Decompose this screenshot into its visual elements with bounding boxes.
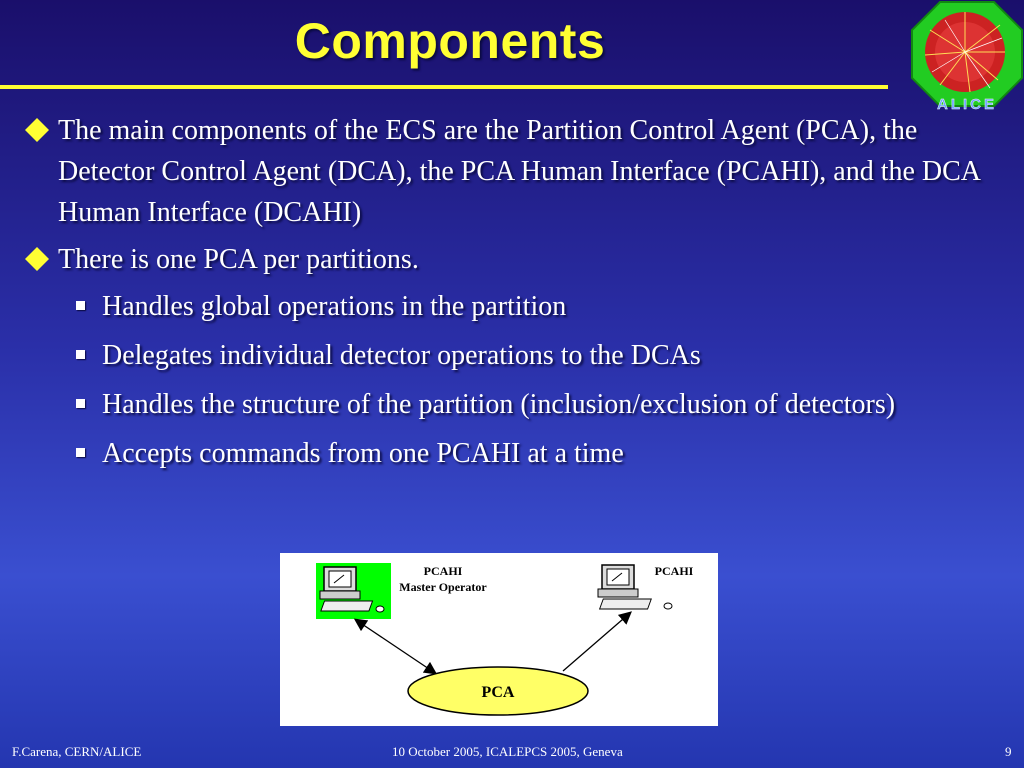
bullet-1-text: The main components of the ECS are the Partition Control Agent (PCA), the Detector Control Agent (DCA), the PCA Human Interface (PCAHI), and the DCA Human Interface (DCAHI)	[58, 115, 980, 228]
arrow-right	[563, 613, 630, 671]
footer-author: F.Carena, CERN/ALICE	[12, 744, 142, 759]
sub-bullet-1-text: Handles global operations in the partition	[102, 291, 567, 322]
square-bullet-icon	[76, 350, 85, 359]
left-label-1: PCAHI	[423, 564, 463, 578]
bullet-1	[20, 110, 1020, 233]
slide-content	[20, 110, 1020, 482]
logo-text: ALICE	[937, 96, 997, 112]
left-label-2: Master Operator	[399, 580, 487, 594]
alice-logo	[910, 0, 1024, 112]
square-bullet-icon	[76, 448, 85, 457]
sub-bullet-4	[20, 433, 1020, 474]
center-label: PCA	[481, 684, 515, 701]
sub-bullet-3-text: Handles the structure of the partition (inclusion/exclusion of detectors)	[102, 389, 896, 420]
sub-bullet-1	[20, 286, 1020, 327]
sub-bullet-4-text: Accepts commands from one PCAHI at a time	[102, 438, 624, 469]
pca-diagram	[280, 553, 718, 726]
diamond-bullet-icon	[24, 246, 50, 272]
sub-bullet-3	[20, 384, 1020, 425]
arrow-left	[356, 620, 435, 673]
diamond-bullet-icon	[24, 117, 50, 143]
bullet-2-text: There is one PCA per partitions.	[58, 244, 419, 275]
square-bullet-icon	[76, 301, 85, 310]
sub-bullet-2-text: Delegates individual detector operations to the DCAs	[102, 340, 701, 371]
sub-bullet-2	[20, 335, 1020, 376]
square-bullet-icon	[76, 399, 85, 408]
slide-title: Components	[294, 13, 606, 69]
bullet-2	[20, 239, 1020, 280]
right-label: PCAHI	[654, 564, 694, 578]
page-number: 9	[1005, 744, 1012, 759]
footer-event: 10 October 2005, ICALEPCS 2005, Geneva	[392, 744, 623, 759]
title-underline	[0, 85, 888, 89]
